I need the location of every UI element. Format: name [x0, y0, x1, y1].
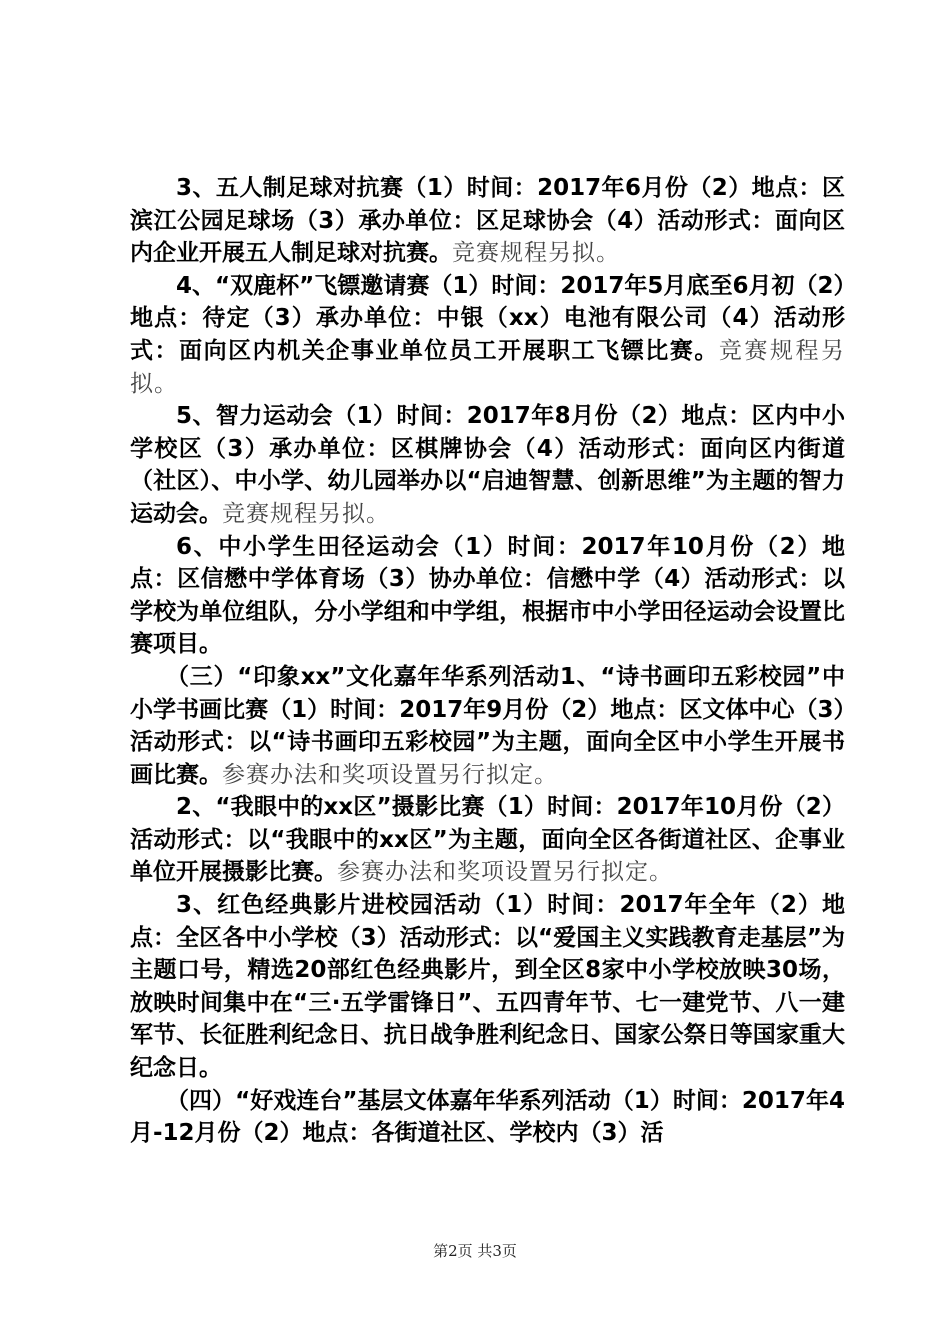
paragraph-text: （三）“印象xx”文化嘉年华系列活动1、“诗书画印五彩校园”中小学书画比赛（1）时间：2017年9月份（2）地点：区文体中心（3）活动形式：以“诗书画印五彩校园”为主题，面向全区中小学生开展书画比赛。 [130, 663, 845, 788]
paragraph-track-field [130, 531, 845, 661]
paragraph-note: 参赛办法和奖项设置另行拟定。 [222, 761, 558, 788]
paragraph-text: 5、智力运动会（1）时间：2017年8月份（2）地点：区内中小学校区（3）承办单位：区棋牌协会（4）活动形式：面向区内街道（社区）、中小学、幼儿园举办以“启迪智慧、创新思维”为主题的智力运动会。 [130, 403, 845, 527]
document-body [130, 172, 845, 1150]
paragraph-photography [130, 791, 845, 889]
page-number: 第2页 共3页 [433, 1242, 517, 1260]
page-footer [0, 1240, 950, 1261]
paragraph-note: 竞赛规程另拟。 [222, 500, 390, 527]
paragraph-text: （四）“好戏连台”基层文体嘉年华系列活动（1）时间：2017年4月-12月份（2）地点：各街道社区、学校内（3）活 [130, 1087, 845, 1147]
paragraph-text: 6、中小学生田径运动会（1）时间：2017年10月份（2）地点：区信懋中学体育场（3）协办单位：信懋中学（4）活动形式：以学校为单位组队，分小学组和中学组，根据市中小学田径运动会设置比赛项目。 [130, 533, 845, 658]
paragraph-football [130, 172, 845, 270]
paragraph-red-films [130, 889, 845, 1085]
paragraph-carnival [130, 1085, 845, 1150]
paragraph-text: 3、红色经典影片进校园活动（1）时间：2017年全年（2）地点：全区各中小学校（3）活动形式：以“爱国主义实践教育走基层”为主题口号，精选20部红色经典影片，到全区8家中小学校放映30场，放映时间集中在“三·五学雷锋日”、五四青年节、七一建党节、八一建军节、长征胜利纪念日、抗日战争胜利纪念日、国家公祭日等国家重大纪念日。 [130, 892, 845, 1082]
paragraph-mind-sports [130, 400, 845, 530]
paragraph-text: 2、“我眼中的xx区”摄影比赛（1）时间：2017年10月份（2）活动形式：以“我眼中的xx区”为主题，面向全区各街道社区、企事业单位开展摄影比赛。 [130, 794, 845, 886]
paragraph-note: 竞赛规程另拟。 [130, 337, 846, 397]
paragraph-darts [130, 270, 845, 400]
paragraph-calligraphy [130, 661, 845, 791]
paragraph-note: 参赛办法和奖项设置另行拟定。 [337, 859, 673, 886]
paragraph-text: 4、“双鹿杯”飞镖邀请赛（1）时间：2017年5月底至6月初（2）地点：待定（3）承办单位：中银（xx）电池有限公司（4）活动形式：面向区内机关企事业单位员工开展职工飞镖比赛。 [130, 272, 845, 364]
paragraph-text: 3、五人制足球对抗赛（1）时间：2017年6月份（2）地点：区滨江公园足球场（3）承办单位：区足球协会（4）活动形式：面向区内企业开展五人制足球对抗赛。 [130, 175, 845, 267]
paragraph-note: 竞赛规程另拟。 [452, 240, 620, 267]
